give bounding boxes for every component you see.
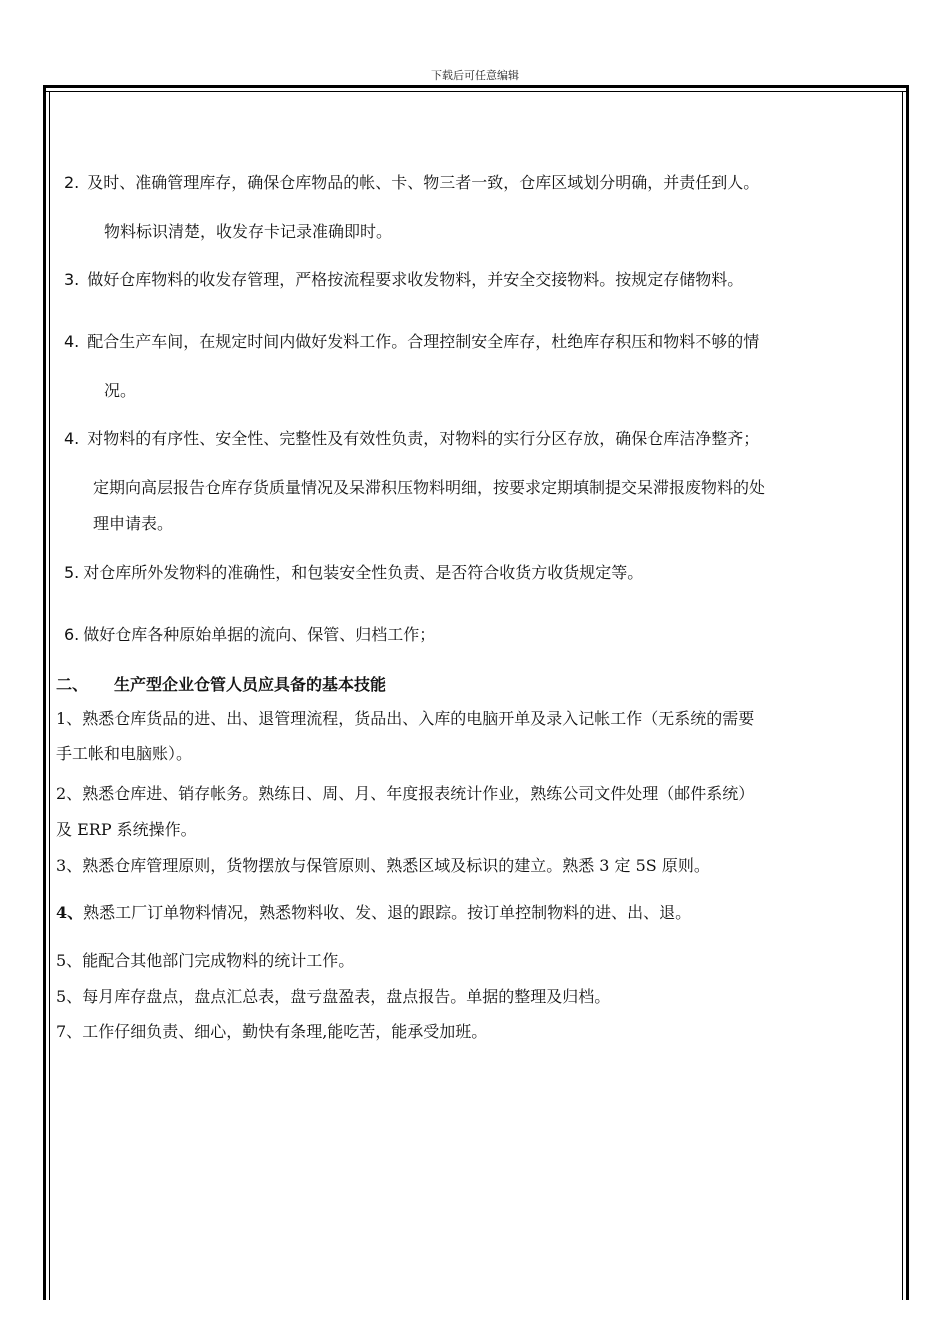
duty-item (64, 173, 759, 193)
skill-number: 2、 (56, 784, 83, 803)
skill-item (56, 903, 691, 923)
skill-text: 熟悉工厂订单物料情况，熟悉物料收、发、退的跟踪。按订单控制物料的进、出、退。 (83, 903, 692, 922)
frame-border-right (906, 85, 909, 1300)
duty-item (64, 563, 643, 583)
duty-item (64, 429, 759, 449)
duty-text: 配合生产车间，在规定时间内做好发料工作。合理控制安全库存，杜绝库存积压和物料不够的情 (87, 332, 760, 351)
skill-continuation: 手工帐和电脑账）。 (56, 744, 193, 763)
duty-text: 做好仓库各种原始单据的流向、保管、归档工作； (83, 625, 436, 644)
skill-number: 5、 (56, 987, 83, 1006)
skill-text: 每月库存盘点，盘点汇总表，盘亏盘盈表，盘点报告。单据的整理及归档。 (82, 987, 611, 1006)
duty-continuation: 定期向高层报告仓库存货质量情况及呆滞积压物料明细，按要求定期填制提交呆滞报废物料的处 (93, 478, 766, 497)
skill-item (56, 1022, 487, 1042)
frame-border-left (43, 85, 46, 1300)
skill-text: 熟悉仓库管理原则，货物摆放与保管原则、熟悉区域及标识的建立。熟悉 3 定 5S 原则。 (82, 856, 710, 875)
duty-text: 及时、准确管理库存，确保仓库物品的帐、卡、物三者一致，仓库区域划分明确，并责任到人。 (87, 173, 760, 192)
section-number: 二、 (56, 675, 89, 694)
skill-number: 4、 (56, 903, 84, 922)
frame-border-right-inner (902, 91, 903, 1300)
skill-text: 熟悉仓库货品的进、出、退管理流程，货品出、入库的电脑开单及录入记帐工作（无系统的需要 (82, 709, 755, 728)
skill-number: 3、 (56, 856, 83, 875)
duty-number: 3. (64, 270, 80, 289)
skill-text: 工作仔细负责、细心，勤快有条理,能吃苦，能承受加班。 (82, 1022, 488, 1041)
duty-text: 对仓库所外发物料的准确性，和包装安全性负责、是否符合收货方收货规定等。 (83, 563, 644, 582)
skill-continuation: 及 ERP 系统操作。 (56, 820, 197, 839)
frame-border-top (43, 85, 909, 88)
frame-border-top-inner (43, 91, 909, 92)
duty-number: 6. (64, 625, 80, 644)
duty-text: 做好仓库物料的收发存管理，严格按流程要求收发物料，并安全交接物料。按规定存储物料。 (87, 270, 744, 289)
section-heading (56, 675, 386, 695)
duty-continuation: 理申请表。 (93, 514, 174, 533)
duty-item (64, 270, 743, 290)
duty-continuation: 物料标识清楚，收发存卡记录准确即时。 (104, 222, 393, 241)
frame-border-left-inner (49, 91, 50, 1300)
duty-number: 2. (64, 173, 80, 192)
duty-continuation: 况。 (104, 381, 137, 400)
duty-number: 5. (64, 563, 80, 582)
skill-number: 7、 (56, 1022, 83, 1041)
skill-number: 1、 (56, 709, 83, 728)
skill-item (56, 987, 610, 1007)
skill-number: 5、 (56, 951, 83, 970)
section-title: 生产型企业仓管人员应具备的基本技能 (114, 675, 387, 694)
skill-item (56, 856, 710, 876)
header-note: 下载后可任意编辑 (431, 69, 519, 82)
duty-item (64, 625, 435, 645)
skill-text: 能配合其他部门完成物料的统计工作。 (82, 951, 355, 970)
duty-number: 4. (64, 429, 80, 448)
duty-text: 对物料的有序性、安全性、完整性及有效性负责，对物料的实行分区存放，确保仓库洁净整齐； (87, 429, 760, 448)
skill-item (56, 951, 354, 971)
duty-item (64, 332, 759, 352)
skill-text: 熟悉仓库进、销存帐务。熟练日、周、月、年度报表统计作业，熟练公司文件处理（邮件系统） (82, 784, 755, 803)
duty-number: 4. (64, 332, 80, 351)
skill-item (56, 709, 754, 729)
skill-item (56, 784, 754, 804)
